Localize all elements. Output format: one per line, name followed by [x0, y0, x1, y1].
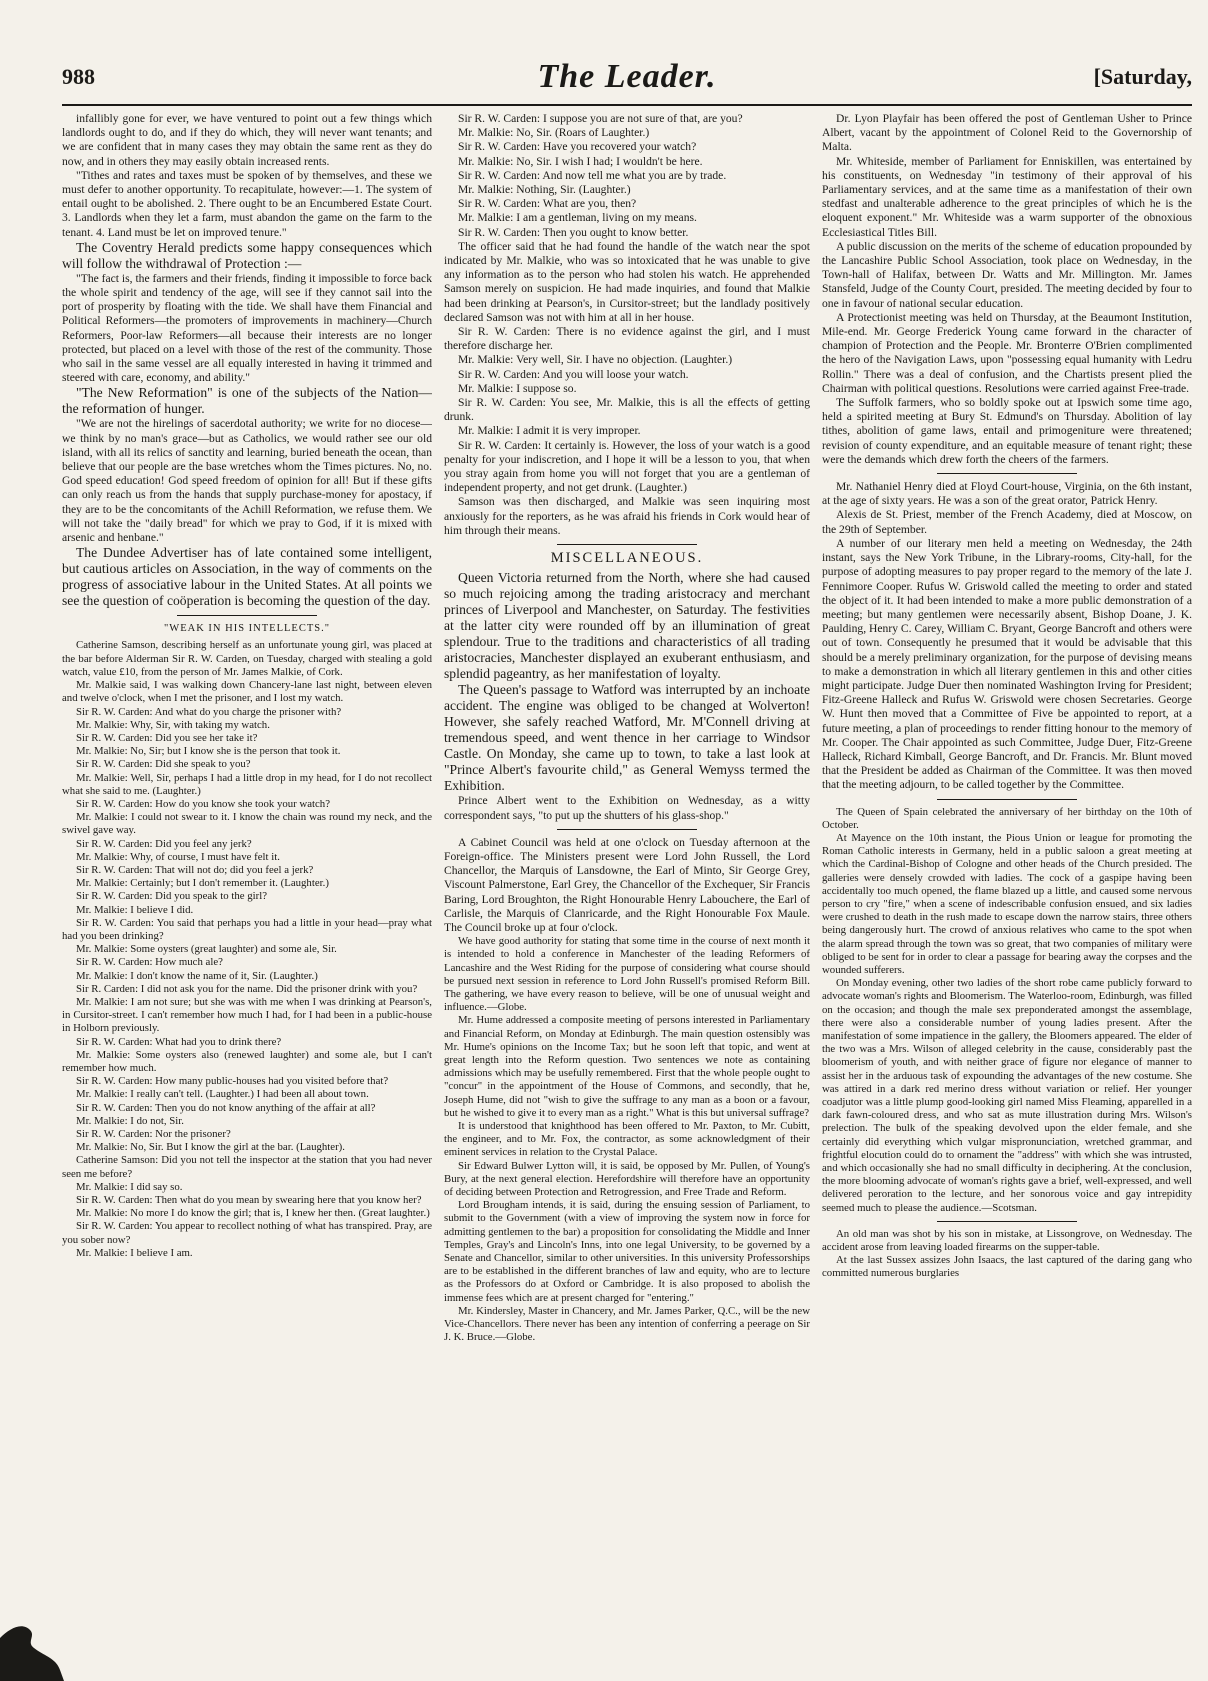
section-divider [937, 1221, 1077, 1222]
paragraph: Sir R. W. Carden: Then what do you mean by swearing here that you know her? [76, 1194, 422, 1207]
paragraph: infallibly gone for ever, we have ventured to point out a few things which landlords ought to do, and if they do which, they will never want tenants; and we are confident that in many cases they may obtain the same rent as they do now, and in others they may easily obtain increased rents. [62, 112, 432, 168]
paragraph: Mr. Malkie: I believe I did. [76, 903, 194, 916]
paragraph: Sir R. W. Carden: You see, Mr. Malkie, this is all the effects of getting drunk. [444, 396, 810, 424]
column-2 [444, 112, 810, 1662]
paragraph: Mr. Malkie: I am not sure; but she was with me when I was drinking at Pearson's, in Cursitor-street. I can't remember how much I had, for I had been in a public-house in Holborn previously. [62, 995, 432, 1035]
paragraph: Catherine Samson, describing herself as an unfortunate young girl, was placed at the bar before Alderman Sir R. W. Carden, on Tuesday, charged with stealing a gold watch, value £10, from the person of Mr. James Malkie, of Cork. [62, 639, 432, 678]
paragraph: Mr. Malkie: I do not, Sir. [76, 1114, 184, 1127]
paragraph: Sir R. W. Carden: Did she speak to you? [76, 758, 251, 771]
paragraph: Catherine Samson: Did you not tell the inspector at the station that you had never seen me before? [62, 1154, 432, 1180]
paragraph: Mr. Malkie: Why, Sir, with taking my watch. [76, 718, 270, 731]
paragraph: Mr. Hume addressed a composite meeting of persons interested in Parliamentary and Financial Reform, on Monday at Edinburgh. The main question ostensibly was Mr. Hume's opinions on the Income Tax; but he soon left that topic, and went at great length into the Reform question. Two sentences we note as containing admissions which may be usefully remembered. First that the whole people ought to "concur" in the appointment of the House of Commons, and secondly, that he, Joseph Hume, did not "wish to give the suffrage to any man as a boon or a favour, but he wished to give it to every man as a right." What is this but universal suffrage? [444, 1014, 810, 1119]
paragraph: Sir R. W. Carden: And what do you charge the prisoner with? [76, 705, 342, 718]
paragraph: Sir Edward Bulwer Lytton will, it is said, be opposed by Mr. Pullen, of Young's Bury, at the next general election. Herefordshire will therefore have an opportunity of deciding between Protection and Retrogression, and Free Trade and Reform. [444, 1159, 810, 1198]
paragraph: Sir R. W. Carden: You appear to recollect nothing of what has transpired. Pray, are you sober now? [62, 1220, 432, 1246]
paragraph: Sir R. W. Carden: I suppose you are not sure of that, are you? [458, 112, 743, 125]
paragraph: At Mayence on the 10th instant, the Pious Union or league for promoting the Roman Catholic interests in Germany, held in a public saloon a great meeting at which the Cardinal-Bishop of Cologne and other heads of the Church presided. The galleries were densely crowded with ladies. The cock of a gaspipe having been accidentally too much opened, the flame blazed up a little, and caused some nervous person to cry "fire," when a scene of indescribable confusion ensued, and six ladies were crushed to death in the rush made to escape down the narrow stairs, three others being dangerously hurt. The crowd of anxious relatives who came to the spot when the alarm spread through the town was so great, that two companies of military were obliged to be sent for in order to clear a passage for bearing away the corpses and the wounded sufferers. [822, 831, 1192, 976]
column-3 [822, 112, 1192, 1662]
masthead-title: The Leader. [537, 58, 717, 95]
paragraph: The officer said that he had found the handle of the watch near the spot indicated by Mr. Malkie, who was so intoxicated that he was unable to give any information as to the person who had stolen his watch. He apprehended Samson merely on suspicion. He had made inquiries, and found that Malkie had been drinking at Pearson's, in Cursitor-street; but the landlady positively declared Samson was not with him at all in her house. [444, 239, 810, 324]
paragraph: Sir R. W. Carden: You said that perhaps you had a little in your head—pray what had you been drinking? [62, 916, 432, 942]
paragraph: Sir R. W. Carden: Nor the prisoner? [76, 1128, 231, 1140]
paragraph: Mr. Nathaniel Henry died at Floyd Court-house, Virginia, on the 6th instant, at the age of sixty years. He was a son of the great orator, Patrick Henry. [822, 480, 1192, 508]
paragraph: Mr. Malkie: Some oysters also (renewed laughter) and some ale, but I can't remember how much. [62, 1048, 432, 1074]
paragraph: A Protectionist meeting was held on Thursday, at the Beaumont Institution, Mile-end. Mr. George Frederick Young came forward in the character of champion of Protection and the People. Mr. Bronterre O'Brien complimented the hero of the Navigation Laws, upon "possessing equal humanity with Ledru Rollin." There was a deal of confusion, and the Chartists present plied the Chairman with political questions. Resolutions were carried against Free-trade. [822, 310, 1192, 395]
paragraph: Sir R. W. Carden: What had you to drink there? [76, 1035, 282, 1048]
paragraph: At the last Sussex assizes John Isaacs, the last captured of the daring gang who committed numerous burglaries [822, 1254, 1192, 1280]
paragraph: Mr. Malkie: I don't know the name of it, Sir. (Laughter.) [76, 969, 318, 982]
paragraph: Queen Victoria returned from the North, where she had caused so much rejoicing among the trading aristocracy and merchant princes of Liverpool and Manchester, on Saturday. The festivities at the latter city were rounded off by an illumination of great splendour. True to the traditions and characteristics of all trading aristocracies, Manchester displayed an exuberant enthusiasm, and splendid pageantry, as her manifestation of loyalty. [444, 570, 810, 682]
paragraph: Mr. Malkie: No, Sir; but I know she is the person that took it. [76, 745, 341, 758]
section-divider [557, 544, 697, 545]
paragraph: Sir R. W. Carden: How many public-houses had you visited before that? [76, 1075, 389, 1088]
paragraph: Sir R. W. Carden: Then you do not know anything of the affair at all? [76, 1101, 376, 1114]
paragraph: Mr. Malkie: I did say so. [76, 1180, 183, 1193]
paragraph: We have good authority for stating that some time in the course of next month it is intended to hold a conference in Manchester of the leading Reformers of Lancashire and the West Riding for the purpose of considering what course should be pursued next session in reference to Lord John Russell's promised Reform Bill. The gathering, we have every reason to believe, will be one of unusual weight and influence.—Globe. [444, 935, 810, 1014]
section-divider [177, 615, 317, 616]
paragraph: Dr. Lyon Playfair has been offered the post of Gentleman Usher to Prince Albert, vacant by the appointment of Colonel Reid to the Governorship of Malta. [822, 112, 1192, 154]
paragraph: Sir R. Carden: I did not ask you for the name. Did the prisoner drink with you? [76, 982, 418, 995]
paragraph: Mr. Malkie: I am a gentleman, living on my means. [458, 211, 697, 225]
paragraph: Mr. Whiteside, member of Parliament for Enniskillen, was entertained by his constituents, on Wednesday "in testimony of their approval of his Parliamentary services, and at the same time as a manifestation of their own stedfast and unalterable adherence to the great principles of which he is the eloquent exponent." Mr. Whiteside was a warm supporter of the obnoxious Ecclesiastical Titles Bill. [822, 154, 1192, 239]
column-1 [62, 112, 432, 1662]
paragraph: Sir R. W. Carden: Have you recovered your watch? [458, 140, 697, 154]
paragraph: The Queen's passage to Watford was interrupted by an inchoate accident. The engine was obliged to be changed at Wolverton! However, she safely reached Watford, Mr. M'Connell driving at tremendous speed, and went thence in her carriage to Windsor Castle. On Monday, she came up to town, to take a last look at "Prince Albert's favourite child," as General Wemyss termed the Exhibition. [444, 682, 810, 794]
paragraph: Sir R. W. Carden: It certainly is. However, the loss of your watch is a good penalty for your indiscretion, and I hope it will be a lesson to you, that when you stray again from home you will not forget that you are a gentleman of independent property, and not get drunk. (Laughter.) [444, 438, 810, 495]
paragraph: The Dundee Advertiser has of late contained some intelligent, but cautious articles on Association, in the way of comments on the progress of associative labour in the United States. At all points we see the question of coöperation is becoming the question of the day. [62, 545, 432, 609]
paragraph: Mr. Malkie: No more I do know the girl; that is, I knew her then. (Great laughter.) [76, 1207, 430, 1220]
paragraph: Mr. Malkie: I suppose so. [458, 381, 577, 395]
paragraph: Sir R. W. Carden: Did you see her take it? [76, 731, 258, 744]
paragraph: Sir R. W. Carden: There is no evidence against the girl, and I must therefore discharge her. [444, 325, 810, 353]
paragraph: Mr. Kindersley, Master in Chancery, and Mr. James Parker, Q.C., will be the new Vice-Chancellors. There never has been any intention of conferring a peerage on Sir J. K. Bruce.—Globe. [444, 1304, 810, 1344]
paragraph: A number of our literary men held a meeting on Wednesday, the 24th instant, says the New York Tribune, in the Library-rooms, City-hall, for the purpose of adopting measures to pay proper regard to the memory of the late J. Fennimore Cooper. Rufus W. Griswold called the meeting to order and stated the object of it. It had been intended to make a more public demonstration of a meeting; but many gentlemen were necessarily absent, Bishop Doane, J. K. Paulding, Henry C. Carey, William C. Bryant, George Bancroft and others were out of town. Consequently he presumed that it would be advisable that this should be a merely preliminary organization, for the purpose of devising means to make a demonstration in which all literary gentlemen in this and other cities might participate. Judge Duer then nominated Washington Irving for President; Fitz-Greene Halleck and Rufus W. Griswold were chosen Secretaries. George W. Hunt then moved that a Committee of Five be appointed to report, at a future meeting, a plan of proceedings to render fitting honour to the memory of Mr. Cooper. The Chair appointed as such Committee, Judge Duer, Fitz-Greene Halleck, Richard Kimball, George Bancroft, and Dr. Francis. Mr. Blunt moved that the President be added as Chairman of the Committee. It was then moved that the meeting adjourn, to be called together by the Committee. [822, 536, 1192, 792]
paragraph: Alexis de St. Priest, member of the French Academy, died at Moscow, on the 29th of September. [822, 508, 1192, 536]
paragraph: Mr. Malkie: No, Sir. (Roars of Laughter.) [458, 126, 650, 140]
paragraph: Mr. Malkie: Certainly; but I don't remember it. (Laughter.) [76, 877, 329, 890]
paragraph: A public discussion on the merits of the scheme of education propounded by the Lancashire Public School Association, took place on Wednesday, in the Town-hall of Halifax, between Dr. Watts and Mr. Millington. Mr. James Stansfeld, Judge of the County Court, presided. The meeting decided by four to one in favour of national secular education. [822, 239, 1192, 310]
paragraph: It is understood that knighthood has been offered to Mr. Paxton, to Mr. Cubitt, the engineer, and to Mr. Fox, the contractor, as some acknowledgment of their eminent services in relation to the Crystal Palace. [444, 1119, 810, 1159]
paragraph: Sir R. W. Carden: How much ale? [76, 956, 223, 969]
section-divider [557, 829, 697, 830]
section-heading: MISCELLANEOUS. [550, 550, 704, 567]
paragraph: "We are not the hirelings of sacerdotal authority; we write for no diocese—we think by no man's grace—but as Catholics, we would rather see our old island, with all its relics of sanctity and learning, buried beneath the ocean, than believe that our people are the base wretches whom the Times pictures. No, no. God speed education! God speed freedom of opinion for all! But if these gifts can only reach us from the hands that supply purchase-money for apostacy, if they are to be the concomitants of the Achill Reformation, we refuse them. We will not take the "daily bread" for which we pray to God, if it is mixed with arsenic and henbane." [62, 417, 432, 545]
paragraph: Mr. Malkie: I could not swear to it. I know the chain was round my neck, and the swivel gave way. [62, 811, 432, 837]
paragraph: Sir R. W. Carden: What are you, then? [458, 197, 637, 211]
paragraph: On Monday evening, other two ladies of the short robe came publicly forward to advocate woman's rights and Bloomerism. The Waterloo-room, Edinburgh, was filled on the occasion; and though the male sex preponderated amongst the assemblage, there were also a considerable number of young ladies present. After the manifestation of some impatience in the gallery, the Bloomers appeared. The elder of the two was a Mrs. Wilson of alleged celebrity in the cause, considerably past the bloomerism of youth, and with neither grace of figure nor elegance of manner to assist her in the arduous task of expounding the advantages of the new costume. She was attired in a dark red merino dress without variation or relief. Her younger coadjutor was a little plump good-looking girl named Miss Fleaming, apparelled in a dark fawn-coloured dress, and who sat as mute illustration during Mrs. Wilson's prelection. The bulk of the speaking devolved upon the elder female, and she certainly did everything which vulgar mispronunciation, wretched grammar, and frightful elocution could do to ornament the "address" with which she was intrusted, and which occasionally she had no small difficulty in deciphering. At the conclusion, the more blooming advocate of woman's rights gave a brief, well-expressed, and well delivered peroration to the lecture, and her sonorous voice and gay intrepidity seemed much to please the audience.—Scotsman. [822, 977, 1192, 1214]
paragraph: Mr. Malkie: Some oysters (great laughter) and some ale, Sir. [76, 943, 337, 956]
paragraph: Mr. Malkie: Well, Sir, perhaps I had a little drop in my head, for I do not recollect what she said to me. (Laughter.) [62, 771, 432, 797]
page-header [62, 58, 1192, 106]
paragraph: Mr. Malkie: I admit it is very improper. [458, 424, 641, 438]
paragraph: Sir R. W. Carden: That will not do; did you feel a jerk? [76, 863, 314, 876]
page-number: 988 [62, 64, 95, 89]
paragraph: Mr. Malkie: Nothing, Sir. (Laughter.) [458, 183, 631, 197]
paragraph: "Tithes and rates and taxes must be spoken of by themselves, and these we must defer to another opportunity. To recapitulate, however:—1. The system of entail ought to be abolished. 2. There ought to be an Encumbered Estate Court. 3. Landlords when they let a farm, must abandon the game on the farm to the tenant. 4. Land must be let on improved tenure." [62, 168, 432, 239]
paragraph: Sir R. W. Carden: Did you speak to the girl? [76, 890, 268, 903]
section-divider [937, 473, 1077, 474]
paragraph: Sir R. W. Carden: And you will loose your watch. [458, 367, 689, 381]
paragraph: Sir R. W. Carden: How do you know she took your watch? [76, 797, 331, 810]
paragraph: The Suffolk farmers, who so boldly spoke out at Ipswich some time ago, held a spirited meeting at Bury St. Edmund's on Thursday. Abolition of lay tithes, abolition of game laws, entail and primogeniture were threatened; revision of county expenditure, and an equitable measure of tenant right; these were the demands which drew forth the cheers of the farmers. [822, 396, 1192, 466]
paragraph: Mr. Malkie: No, Sir. But I know the girl at the bar. (Laughter). [76, 1141, 345, 1154]
paragraph: Mr. Malkie: No, Sir. I wish I had; I wouldn't be here. [458, 154, 703, 168]
paragraph: Sir R. W. Carden: And now tell me what you are by trade. [458, 168, 727, 182]
paragraph: The Queen of Spain celebrated the anniversary of her birthday on the 10th of October. [822, 805, 1192, 831]
paragraph: An old man was shot by his son in mistake, at Lissongrove, on Wednesday. The accident arose from leaving loaded firearms on the supper-table. [822, 1227, 1192, 1254]
paragraph: Mr. Malkie: I believe I am. [76, 1246, 193, 1259]
issue-day-label: [Saturday, [1093, 64, 1192, 89]
paragraph: Mr. Malkie: Very well, Sir. I have no objection. (Laughter.) [458, 353, 733, 367]
scan-corner-mark [0, 1618, 66, 1681]
article-subheading: "WEAK IN HIS INTELLECTS." [164, 623, 330, 635]
paragraph: "The fact is, the farmers and their friends, finding it impossible to force back the whole spirit and tendency of the age, will see if they cannot sail into the port of prosperity by floating with the tide. We shall have them Financial and Political Reformers—the promoters of improvements in machinery—Church Reformers, Poor-law Reformers—all because their interests are no longer protected, but placed on a level with those of the rest of the community. Those who sail in the same vessel are all equally interested in having it trimmed and steered with care, economy, and ability." [62, 271, 432, 385]
paragraph: Samson was then discharged, and Malkie was seen inquiring most anxiously for the reporters, as he was afraid his friends in Cork would hear of him through their means. [444, 495, 810, 537]
paragraph: Lord Brougham intends, it is said, during the ensuing session of Parliament, to submit to the Government (with a view of improving the system now in force for admitting gentlemen to the bar) a proposition for consolidating the Middle and Inner Temples, Gray's and Lincoln's Inns, into one legal University, to be governed by a Senate and Chancellor, similar to other universities. In this university Professorships are to be established in the different branches of law and equity, who are to lecture as the Professors do at Oxford or Cambridge. It is also proposed to abolish the immense fees which are at present charged for "entering." [444, 1199, 810, 1304]
paragraph: Prince Albert went to the Exhibition on Wednesday, as a witty correspondent says, "to put up the shutters of his glass-shop." [444, 794, 810, 822]
paragraph: The Coventry Herald predicts some happy consequences which will follow the withdrawal of Protection :— [62, 239, 432, 271]
paragraph: Sir R. W. Carden: Then you ought to know better. [458, 225, 689, 239]
paragraph: Mr. Malkie: I really can't tell. (Laughter.) I had been all about town. [76, 1088, 369, 1101]
paragraph: "The New Reformation" is one of the subjects of the Nation—the reformation of hunger. [62, 385, 432, 417]
paragraph: Sir R. W. Carden: Did you feel any jerk? [76, 837, 252, 850]
paragraph: Mr. Malkie: Why, of course, I must have felt it. [76, 850, 280, 863]
section-divider [937, 799, 1077, 800]
paragraph: Mr. Malkie said, I was walking down Chancery-lane last night, between eleven and twelve o'clock, when I met the prisoner, and I lost my watch. [62, 679, 432, 705]
paragraph: A Cabinet Council was held at one o'clock on Tuesday afternoon at the Foreign-office. The Ministers present were Lord John Russell, the Lord Chancellor, the Marquis of Lansdowne, the Earl of Minto, Sir George Grey, Viscount Palmerstone, Earl Grey, the Chancellor of the Exchequer, Sir Francis Baring, Lord Broughton, the Right Honourable Henry Labouchere, the Earl of Carlisle, the Marquis of Clanricarde, and the Right Honourable Fox Maule. The Council broke up at four o'clock. [444, 835, 810, 934]
